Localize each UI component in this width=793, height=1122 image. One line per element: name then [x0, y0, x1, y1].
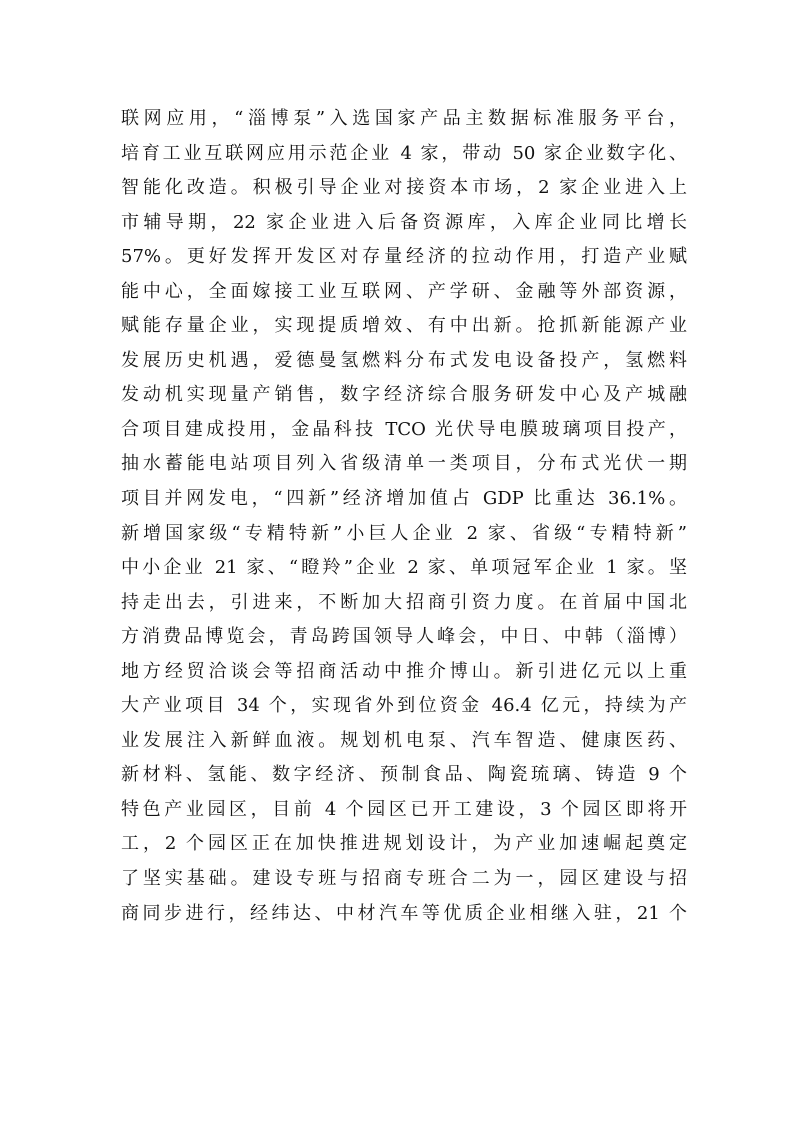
- text-line: 了坚实基础。建设专班与招商专班合二为一，园区建设与招: [121, 868, 687, 890]
- text-line: 中小企业 21 家、“瞪羚”企业 2 家、单项冠军企业 1 家。坚: [121, 557, 687, 579]
- text-line: 新材料、氢能、数字经济、预制食品、陶瓷琉璃、铸造 9 个: [121, 764, 687, 786]
- text-line: 市辅导期，22 家企业进入后备资源库，入库企业同比增长: [121, 211, 687, 233]
- text-line: 工，2 个园区正在加快推进规划设计，为产业加速崛起奠定: [121, 833, 687, 855]
- text-line: 发动机实现量产销售，数字经济综合服务研发中心及产城融: [121, 384, 687, 406]
- text-line: 地方经贸洽谈会等招商活动中推介博山。新引进亿元以上重: [121, 660, 687, 682]
- text-line: 培育工业互联网应用示范企业 4 家，带动 50 家企业数字化、: [121, 142, 687, 164]
- text-line: 赋能存量企业，实现提质增效、有中出新。抢抓新能源产业: [121, 315, 687, 337]
- text-line: 智能化改造。积极引导企业对接资本市场，2 家企业进入上: [121, 177, 687, 199]
- text-line: 特色产业园区，目前 4 个园区已开工建设，3 个园区即将开: [121, 798, 687, 820]
- text-line: 57%。更好发挥开发区对存量经济的拉动作用，打造产业赋: [121, 246, 687, 268]
- text-line: 联网应用，“淄博泵”入选国家产品主数据标准服务平台，: [121, 108, 687, 129]
- text-line: 能中心，全面嫁接工业互联网、产学研、金融等外部资源，: [121, 280, 687, 302]
- text-line: 持走出去，引进来，不断加大招商引资力度。在首届中国北: [121, 591, 687, 613]
- text-line: 发展历史机遇，爱德曼氢燃料分布式发电设备投产，氢燃料: [121, 349, 687, 371]
- body-text: [121, 102, 687, 931]
- text-line: 业发展注入新鲜血液。规划机电泵、汽车智造、健康医药、: [121, 729, 687, 751]
- text-line: 方消费品博览会，青岛跨国领导人峰会，中日、中韩（淄博）: [121, 626, 687, 648]
- text-line: 项目并网发电，“四新”经济增加值占 GDP 比重达 36.1%。: [121, 488, 687, 510]
- text-line: 抽水蓄能电站项目列入省级清单一类项目，分布式光伏一期: [121, 453, 687, 475]
- text-line: 商同步进行，经纬达、中材汽车等优质企业相继入驻，21 个: [121, 902, 687, 924]
- text-line: 新增国家级“专精特新”小巨人企业 2 家、省级“专精特新”: [121, 522, 687, 544]
- text-line: 大产业项目 34 个，实现省外到位资金 46.4 亿元，持续为产: [121, 695, 687, 717]
- text-line: 合项目建成投用，金晶科技 TCO 光伏导电膜玻璃项目投产，: [121, 418, 687, 440]
